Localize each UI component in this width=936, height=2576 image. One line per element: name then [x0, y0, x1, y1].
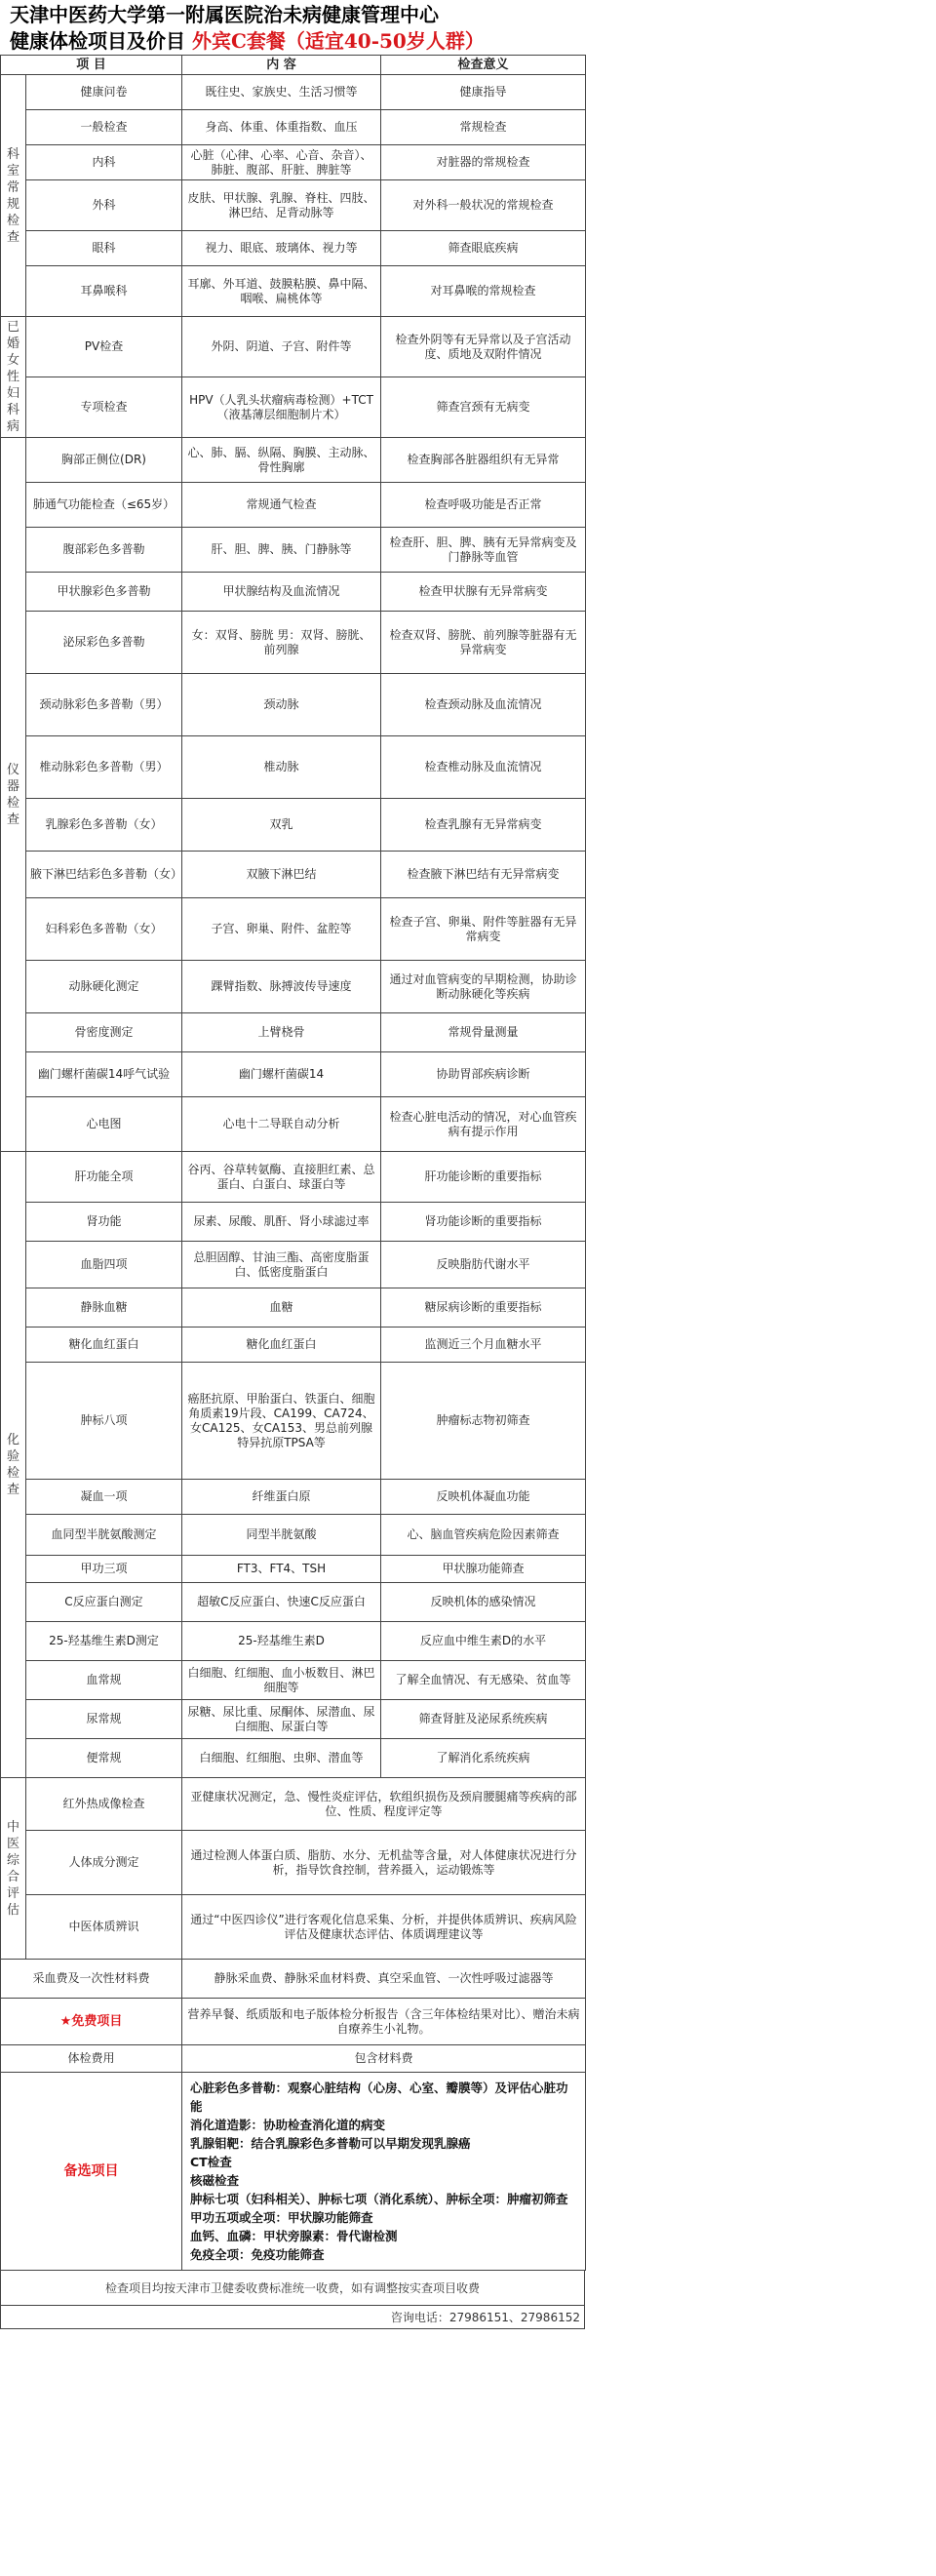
table-row [1, 377, 586, 438]
content-cell: 白细胞、红细胞、血小板数目、淋巴细胞等 [182, 1661, 381, 1700]
column-header-meaning: 检查意义 [381, 56, 586, 75]
meaning-cell: 检查呼吸功能是否正常 [381, 483, 586, 528]
page-title [0, 0, 585, 55]
table-row [1, 180, 586, 231]
table-body [1, 75, 586, 2271]
content-cell: 子宫、卵巢、附件、盆腔等 [182, 898, 381, 961]
table-row [1, 736, 586, 799]
content-cell: 静脉采血费、静脉采血材料费、真空采血管、一次性呼吸过滤器等 [182, 1960, 586, 1999]
table-row [1, 145, 586, 180]
meaning-cell: 检查颈动脉及血流情况 [381, 674, 586, 736]
meaning-cell: 甲状腺功能筛查 [381, 1556, 586, 1583]
content-cell: 心、肺、膈、纵隔、胸膜、主动脉、骨性胸廓 [182, 438, 381, 483]
table-row [1, 1097, 586, 1152]
content-cell: 白细胞、红细胞、虫卵、潜血等 [182, 1739, 381, 1778]
item-cell: 血同型半胱氨酸测定 [26, 1515, 182, 1556]
table-row [1, 317, 586, 377]
meaning-cell: 了解全血情况、有无感染、贫血等 [381, 1661, 586, 1700]
item-cell: 血脂四项 [26, 1242, 182, 1288]
meaning-cell: 常规检查 [381, 110, 586, 145]
meaning-cell: 检查子宫、卵巢、附件等脏器有无异常病变 [381, 898, 586, 961]
meaning-cell: 肝功能诊断的重要指标 [381, 1152, 586, 1203]
footer-note: 检查项目均按天津市卫健委收费标准统一收费，如有调整按实查项目收费 [0, 2271, 585, 2306]
table-row [1, 1328, 586, 1363]
table-row [1, 898, 586, 961]
item-cell: 骨密度测定 [26, 1013, 182, 1052]
optional-item: 甲功五项或全项：甲状腺功能筛查 [190, 2210, 373, 2225]
content-cell: 颈动脉 [182, 674, 381, 736]
item-cell: 一般检查 [26, 110, 182, 145]
table-row [1, 266, 586, 317]
title-line-1: 天津中医药大学第一附属医院治未病健康管理中心 [10, 3, 439, 26]
item-cell: 便常规 [26, 1739, 182, 1778]
item-cell: 采血费及一次性材料费 [1, 1960, 182, 1999]
meaning-cell: 筛查眼底疾病 [381, 231, 586, 266]
content-cell: 视力、眼底、玻璃体、视力等 [182, 231, 381, 266]
content-cell: 上臂桡骨 [182, 1013, 381, 1052]
item-cell: 静脉血糖 [26, 1288, 182, 1328]
content-cell: 通过检测人体蛋白质、脂肪、水分、无机盐等含量，对人体健康状况进行分析，指导饮食控制，营养摄入，运动锻炼等 [182, 1831, 586, 1895]
meaning-cell: 肿瘤标志物初筛查 [381, 1363, 586, 1480]
item-cell: 腹部彩色多普勒 [26, 528, 182, 573]
table-row [1, 1515, 586, 1556]
table-header-row [1, 56, 586, 75]
table-row [1, 1556, 586, 1583]
table-row [1, 483, 586, 528]
meaning-cell: 检查椎动脉及血流情况 [381, 736, 586, 799]
column-header-item: 项 目 [1, 56, 182, 75]
table-row [1, 231, 586, 266]
meaning-cell: 反应血中维生素D的水平 [381, 1622, 586, 1661]
meaning-cell: 协助胃部疾病诊断 [381, 1052, 586, 1097]
table-row [1, 1013, 586, 1052]
content-cell: 椎动脉 [182, 736, 381, 799]
content-cell: 血糖 [182, 1288, 381, 1328]
content-cell: 心脏（心律、心率、心音、杂音）、肺脏、腹部、肝脏、脾脏等 [182, 145, 381, 180]
item-cell: 甲状腺彩色多普勒 [26, 573, 182, 612]
content-cell: 纤维蛋白原 [182, 1480, 381, 1515]
content-cell: 女：双肾、膀胱 男：双肾、膀胱、前列腺 [182, 612, 381, 674]
meaning-cell: 检查腋下淋巴结有无异常病变 [381, 852, 586, 898]
content-cell: 幽门螺杆菌碳14 [182, 1052, 381, 1097]
category-cell [1, 438, 26, 1152]
table-row [1, 1288, 586, 1328]
meaning-cell: 健康指导 [381, 75, 586, 110]
column-header-content: 内 容 [182, 56, 381, 75]
item-cell: 中医体质辨识 [26, 1895, 182, 1960]
item-cell: 凝血一项 [26, 1480, 182, 1515]
meaning-cell: 检查外阴等有无异常以及子宫活动度、质地及双附件情况 [381, 317, 586, 377]
item-cell: 动脉硬化测定 [26, 961, 182, 1013]
content-cell: 皮肤、甲状腺、乳腺、脊柱、四肢、淋巴结、足背动脉等 [182, 180, 381, 231]
table-row [1, 110, 586, 145]
table-row [1, 1363, 586, 1480]
table-row [1, 1895, 586, 1960]
content-cell: 超敏C反应蛋白、快速C反应蛋白 [182, 1583, 381, 1622]
content-cell: 心电十二导联自动分析 [182, 1097, 381, 1152]
free-items-row [1, 1999, 586, 2045]
item-cell: 乳腺彩色多普勒（女） [26, 799, 182, 852]
item-cell: 幽门螺杆菌碳14呼气试验 [26, 1052, 182, 1097]
content-cell: 营养早餐、纸质版和电子版体检分析报告（含三年体检结果对比）、赠治未病自療养生小礼物。 [182, 1999, 586, 2045]
table-row [1, 1831, 586, 1895]
meaning-cell: 检查甲状腺有无异常病变 [381, 573, 586, 612]
optional-item: 乳腺钼靶：结合乳腺彩色多普勒可以早期发现乳腺癌 [190, 2136, 471, 2151]
content-cell: 糖化血红蛋白 [182, 1328, 381, 1363]
content-cell: 尿素、尿酸、肌酐、肾小球滤过率 [182, 1203, 381, 1242]
package-name: 外宾C套餐（适宜40-50岁人群） [191, 29, 485, 53]
table-row [1, 1052, 586, 1097]
content-cell: 总胆固醇、甘油三酯、高密度脂蛋白、低密度脂蛋白 [182, 1242, 381, 1288]
table-row [1, 1480, 586, 1515]
content-cell: 肝、胆、脾、胰、门静脉等 [182, 528, 381, 573]
item-cell: 尿常规 [26, 1700, 182, 1739]
table-row [1, 1242, 586, 1288]
table-row [1, 438, 586, 483]
category-cell [1, 1778, 26, 1960]
category-cell [1, 75, 26, 317]
table-row [1, 852, 586, 898]
meaning-cell: 通过对血管病变的早期检测，协助诊断动脉硬化等疾病 [381, 961, 586, 1013]
blood-fee-row [1, 1960, 586, 1999]
optional-item: CT检查 [190, 2155, 232, 2169]
consult-phone: 咨询电话：27986151、27986152 [0, 2306, 585, 2329]
table-row [1, 961, 586, 1013]
content-cell: 25-羟基维生素D [182, 1622, 381, 1661]
content-cell: 尿糖、尿比重、尿酮体、尿潜血、尿白细胞、尿蛋白等 [182, 1700, 381, 1739]
content-cell: 双腋下淋巴结 [182, 852, 381, 898]
category-label: 科 室 常 规 检 查 [6, 146, 20, 245]
table-row [1, 674, 586, 736]
table-row [1, 573, 586, 612]
title-line-2 [10, 28, 585, 55]
item-cell: 肿标八项 [26, 1363, 182, 1480]
meaning-cell: 筛查宫颈有无病变 [381, 377, 586, 438]
item-cell: ★免费项目 [1, 1999, 182, 2045]
table-row [1, 1778, 586, 1831]
item-cell: PV检查 [26, 317, 182, 377]
content-cell: 甲状腺结构及血流情况 [182, 573, 381, 612]
optional-items-row [1, 2073, 586, 2271]
item-cell: 眼科 [26, 231, 182, 266]
item-cell: 糖化血红蛋白 [26, 1328, 182, 1363]
item-cell: 人体成分测定 [26, 1831, 182, 1895]
item-cell: 妇科彩色多普勒（女） [26, 898, 182, 961]
item-cell: 健康问卷 [26, 75, 182, 110]
item-cell: 胸部正侧位(DR) [26, 438, 182, 483]
meaning-cell: 反映机体的感染情况 [381, 1583, 586, 1622]
meaning-cell: 筛查肾脏及泌尿系统疾病 [381, 1700, 586, 1739]
meaning-cell: 检查胸部各脏器组织有无异常 [381, 438, 586, 483]
content-cell: 耳廓、外耳道、鼓膜粘膜、鼻中隔、咽喉、扁桃体等 [182, 266, 381, 317]
content-cell: HPV（人乳头状瘤病毒检测）+TCT（液基薄层细胞制片术） [182, 377, 381, 438]
content-cell: 常规通气检查 [182, 483, 381, 528]
item-cell: 甲功三项 [26, 1556, 182, 1583]
content-cell: 同型半胱氨酸 [182, 1515, 381, 1556]
item-cell: 肾功能 [26, 1203, 182, 1242]
optional-item: 血钙、血磷：甲状旁腺素：骨代谢检测 [190, 2229, 398, 2243]
meaning-cell: 心、脑血管疾病危险因素筛查 [381, 1515, 586, 1556]
title-prefix: 健康体检项目及价目 [10, 29, 185, 53]
category-cell [1, 317, 26, 438]
optional-item: 肿标七项（妇科相关）、肿标七项（消化系统）、肿标全项：肿瘤初筛查 [190, 2192, 568, 2206]
item-cell: 肺通气功能检查（≤65岁） [26, 483, 182, 528]
exam-table [0, 55, 586, 2271]
item-cell: 椎动脉彩色多普勒（男） [26, 736, 182, 799]
optional-label: 备选项目 [1, 2073, 182, 2271]
optional-item: 心脏彩色多普勒：观察心脏结构（心房、心室、瓣膜等）及评估心脏功能 [190, 2081, 568, 2114]
item-cell: 红外热成像检查 [26, 1778, 182, 1831]
table-row [1, 1661, 586, 1700]
meaning-cell: 监测近三个月血糖水平 [381, 1328, 586, 1363]
table-row [1, 528, 586, 573]
item-cell: 肝功能全项 [26, 1152, 182, 1203]
meaning-cell: 常规骨量测量 [381, 1013, 586, 1052]
table-row [1, 1739, 586, 1778]
content-cell: FT3、FT4、TSH [182, 1556, 381, 1583]
meaning-cell: 对外科一般状况的常规检查 [381, 180, 586, 231]
category-label: 仪 器 检 查 [6, 762, 20, 827]
optional-list [182, 2073, 586, 2271]
table-row [1, 799, 586, 852]
meaning-cell: 对耳鼻喉的常规检查 [381, 266, 586, 317]
meaning-cell: 肾功能诊断的重要指标 [381, 1203, 586, 1242]
content-cell: 身高、体重、体重指数、血压 [182, 110, 381, 145]
item-cell: 血常规 [26, 1661, 182, 1700]
meaning-cell: 检查双肾、膀胱、前列腺等脏器有无异常病变 [381, 612, 586, 674]
item-cell: 心电图 [26, 1097, 182, 1152]
item-cell: C反应蛋白测定 [26, 1583, 182, 1622]
content-cell: 包含材料费 [182, 2045, 586, 2073]
meaning-cell: 对脏器的常规检查 [381, 145, 586, 180]
item-cell: 耳鼻喉科 [26, 266, 182, 317]
content-cell: 通过“中医四诊仪”进行客观化信息采集、分析，并提供体质辨识、疾病风险评估及健康状态评估、体质调理建议等 [182, 1895, 586, 1960]
item-cell: 体检费用 [1, 2045, 182, 2073]
category-label: 已 婚 女 性 妇 科 病 [6, 320, 20, 434]
content-cell: 双乳 [182, 799, 381, 852]
table-row [1, 1152, 586, 1203]
content-cell: 亚健康状况测定，急、慢性炎症评估，软组织损伤及颈肩腰腿痛等疾病的部位、性质、程度评定等 [182, 1778, 586, 1831]
item-cell: 专项检查 [26, 377, 182, 438]
meaning-cell: 糖尿病诊断的重要指标 [381, 1288, 586, 1328]
item-cell: 腋下淋巴结彩色多普勒（女） [26, 852, 182, 898]
item-cell: 泌尿彩色多普勒 [26, 612, 182, 674]
item-cell: 颈动脉彩色多普勒（男） [26, 674, 182, 736]
meaning-cell: 反映机体凝血功能 [381, 1480, 586, 1515]
content-cell: 外阴、阴道、子宫、附件等 [182, 317, 381, 377]
meaning-cell: 反映脂肪代谢水平 [381, 1242, 586, 1288]
meaning-cell: 检查心脏电活动的情况，对心血管疾病有提示作用 [381, 1097, 586, 1152]
exam-fee-row [1, 2045, 586, 2073]
content-cell: 癌胚抗原、甲胎蛋白、铁蛋白、细胞角质素19片段、CA199、CA724、女CA125、女CA153、男总前列腺特异抗原TPSA等 [182, 1363, 381, 1480]
category-cell [1, 1152, 26, 1778]
table-row [1, 1622, 586, 1661]
meaning-cell: 检查肝、胆、脾、胰有无异常病变及门静脉等血管 [381, 528, 586, 573]
item-cell: 内科 [26, 145, 182, 180]
optional-item: 消化道造影：协助检查消化道的病变 [190, 2118, 386, 2132]
table-row [1, 1203, 586, 1242]
content-cell: 踝臂指数、脉搏波传导速度 [182, 961, 381, 1013]
table-row [1, 1583, 586, 1622]
table-row [1, 612, 586, 674]
category-label: 化 验 检 查 [6, 1432, 20, 1497]
meaning-cell: 检查乳腺有无异常病变 [381, 799, 586, 852]
optional-item: 免疫全项：免疫功能筛查 [190, 2247, 325, 2262]
table-row [1, 75, 586, 110]
content-cell: 谷丙、谷草转氨酶、直接胆红素、总蛋白、白蛋白、球蛋白等 [182, 1152, 381, 1203]
content-cell: 既往史、家族史、生活习惯等 [182, 75, 381, 110]
table-row [1, 1700, 586, 1739]
meaning-cell: 了解消化系统疾病 [381, 1739, 586, 1778]
item-cell: 25-羟基维生素D测定 [26, 1622, 182, 1661]
category-label: 中 医 综 合 评 估 [6, 1819, 20, 1918]
optional-item: 核磁检查 [190, 2173, 240, 2188]
item-cell: 外科 [26, 180, 182, 231]
